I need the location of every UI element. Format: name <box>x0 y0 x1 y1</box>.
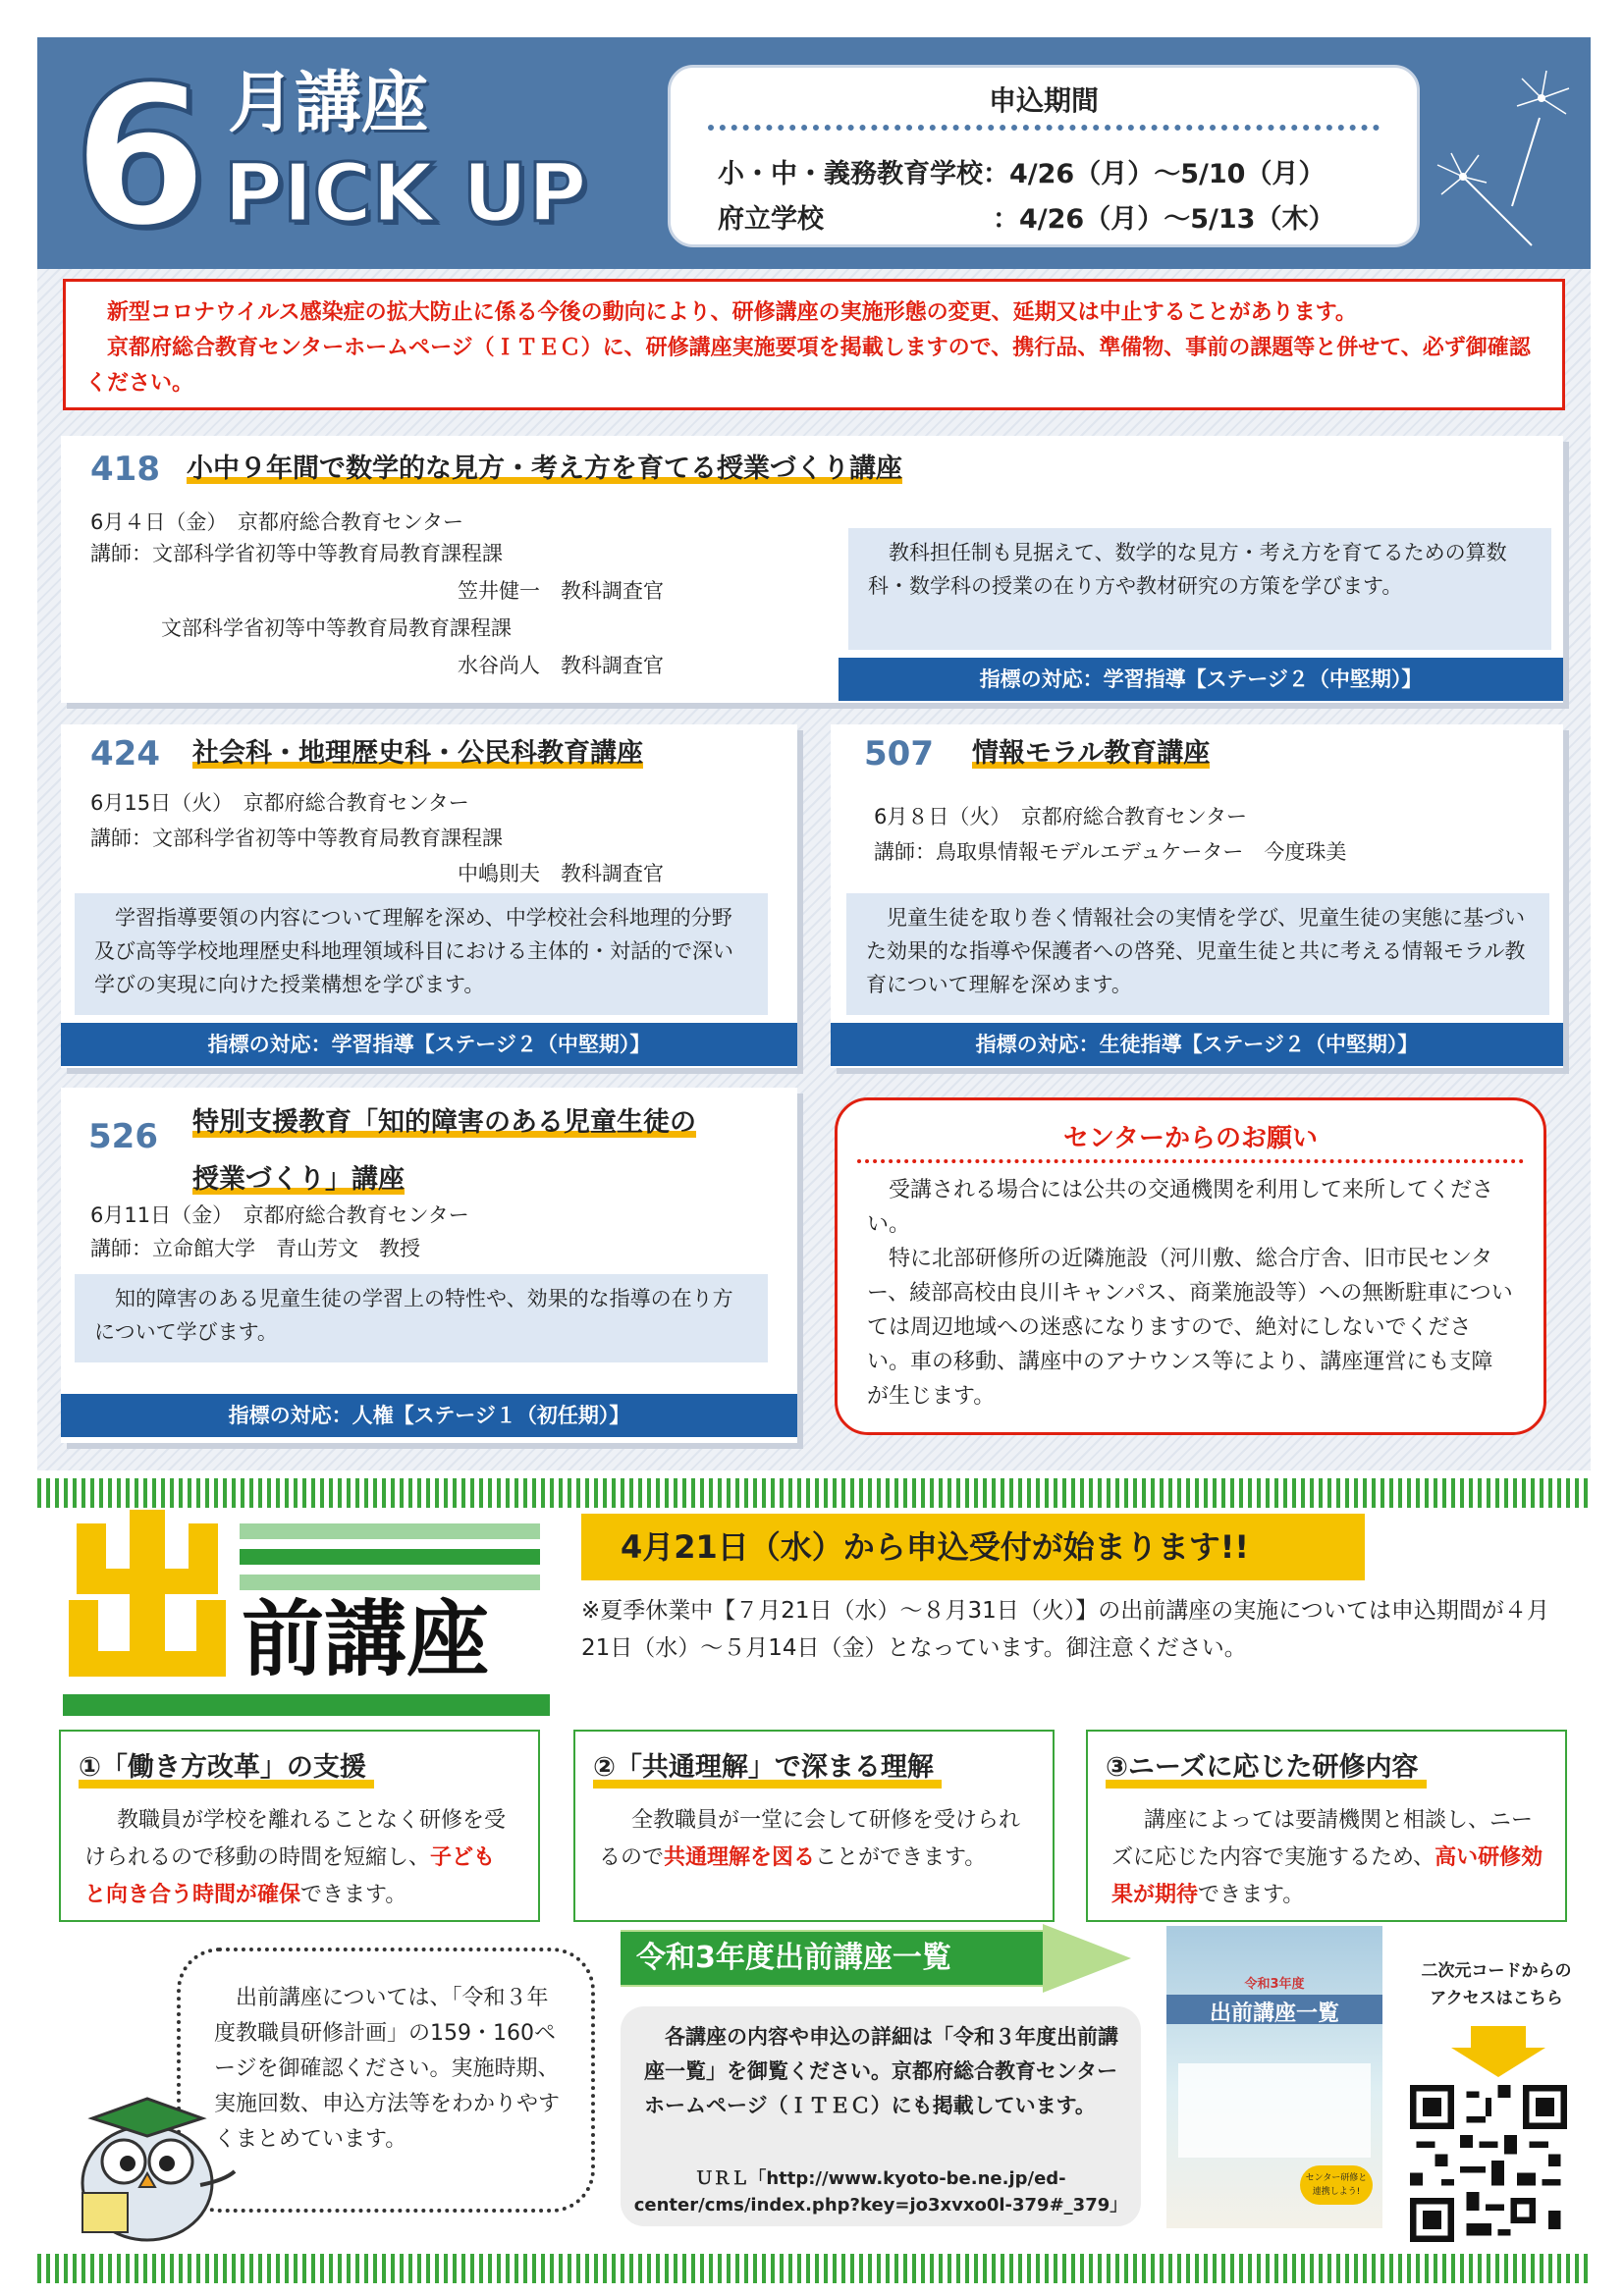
feature-text: 教職員が学校を離れることなく研修を受けられるので移動の時間を短縮し、子どもと向き合う時間が確保できます。 <box>84 1808 507 1907</box>
course-title: 情報モラル教育講座 <box>972 738 1211 769</box>
cover-thumbnail <box>1166 1926 1382 2228</box>
green-underline-bar <box>63 1694 550 1716</box>
demae-title: 前講座 <box>242 1591 490 1687</box>
list-info-text: 各講座の内容や申込の詳細は「令和３年度出前講座一覧」を御覧ください。京都府総合教育センターホームページ（ＩＴＥＣ）にも掲載しています。 <box>644 2025 1118 2117</box>
instructor-line: 中嶋則夫 教科調査官 <box>458 862 664 885</box>
application-period-box <box>668 65 1420 247</box>
period-title: 申込期間 <box>988 84 1099 117</box>
period-row: 小・中・義務教育学校：4/26（月）～5/10（月） <box>718 159 1326 189</box>
course-description: 学習指導要領の内容について理解を深め、中学校社会科地理的分野及び高等学校地理歴史科地理領域科目における主体的・対話的で深い学びの実現に向けた授業構想を学びます。 <box>75 893 768 1015</box>
instructor-line: 講師：立命館大学 青山芳文 教授 <box>90 1237 420 1260</box>
feature-title: ①「働き方改革」の支援 <box>79 1747 374 1789</box>
month-number: 6 <box>73 43 208 270</box>
instructor-line: 講師：鳥取県情報モデルエデュケーター 今度珠美 <box>874 840 1347 864</box>
indicator-bar: 指標の対応：生徒指導【ステージ２（中堅期）】 <box>831 1023 1563 1066</box>
green-stripe-footer <box>37 2254 1591 2283</box>
course-date-place: 6月８日（火） 京都府総合教育センター <box>874 805 1248 828</box>
course-date-place: 6月15日（火） 京都府総合教育センター <box>90 791 469 815</box>
course-title: 社会科・地理歴史科・公民科教育講座 <box>192 738 643 769</box>
center-request-box <box>835 1097 1546 1435</box>
start-banner: 4月21日（水）から申込受付が始まります!! <box>581 1514 1365 1580</box>
qr-code[interactable] <box>1410 2085 1567 2242</box>
instructor-line: 講師：文部科学省初等中等教育局教育課程課 <box>90 827 503 850</box>
course-title-line-1: 特別支援教育「知的障害のある児童生徒の <box>192 1107 696 1138</box>
indicator-bar: 指標の対応：学習指導【ステージ２（中堅期）】 <box>61 1023 797 1066</box>
course-title-wrap <box>187 450 902 489</box>
feature-text: 講座によっては要請機関と相談し、ニーズに応じた内容で実施するため、高い研修効果が期待できます。 <box>1111 1808 1543 1907</box>
request-title: センターからのお願い <box>1063 1124 1318 1153</box>
course-title: 小中９年間で数学的な見方・考え方を育てる授業づくり講座 <box>187 454 902 484</box>
plan-note-text: 出前講座については、「令和３年度教職員研修計画」の159・160ページを御確認ください。実施時期、実施回数、申込方法等をわかりやすくまとめています。 <box>214 1986 561 2152</box>
course-number: 424 <box>90 734 160 774</box>
course-title-wrap <box>192 734 643 774</box>
cover-text-area <box>1178 2063 1371 2158</box>
list-banner-title: 令和3年度出前講座一覧 <box>636 1941 951 1975</box>
summer-note: ※夏季休業中【７月21日（水）～８月31日（火）】の出前講座の実施については申込期間が４月21日（水）～５月14日（金）となっています。御注意ください。 <box>581 1598 1549 1661</box>
course-description: 教科担任制も見据えて、数学的な見方・考え方を育てるための算数科・数学科の授業の在り方や教材研究の方策を学びます。 <box>848 528 1551 650</box>
course-number: 526 <box>88 1117 158 1156</box>
instructor-line: 水谷尚人 教科調査官 <box>458 654 664 677</box>
period-row: 府立学校 ：4/26（月）～5/13（木） <box>718 204 1335 235</box>
course-title-wrap <box>192 1097 782 1211</box>
feature-box-3 <box>1086 1730 1567 1922</box>
instructor-line: 笠井健一 教科調査官 <box>458 579 664 603</box>
demae-big-char-block <box>69 1510 226 1677</box>
course-number: 418 <box>90 450 160 489</box>
instructor-line: 講師：文部科学省初等中等教育局教育課程課 <box>90 542 503 565</box>
feature-text: 全教職員が一堂に会して研修を受けられるので共通理解を図ることができます。 <box>599 1808 1021 1870</box>
url-text[interactable]: ＵＲＬ「http://www.kyoto-be.ne.jp/ed-center/cms/index.php?key=jo3xvxo0l-379#_379」 <box>633 2168 1128 2216</box>
cover-badge: センター研修と 連携しよう! <box>1300 2165 1373 2205</box>
green-stripe-divider <box>37 1478 1591 1508</box>
cover-title: 出前講座一覧 <box>1209 2002 1339 2026</box>
course-title-wrap <box>972 734 1210 774</box>
indicator-bar: 指標の対応：学習指導【ステージ２（中堅期）】 <box>839 658 1563 701</box>
course-description: 知的障害のある児童生徒の学習上の特性や、効果的な指導の在り方について学びます。 <box>75 1274 768 1362</box>
feature-title: ②「共通理解」で深まる理解 <box>593 1747 942 1789</box>
qr-label: 二次元コードからの アクセスはこちら <box>1421 1961 1572 2008</box>
feature-title: ③ニーズに応じた研修内容 <box>1106 1747 1427 1789</box>
course-description: 児童生徒を取り巻く情報社会の実情を学び、児童生徒の実態に基づいた効果的な指導や保護者への啓発、児童生徒と共に考える情報モラル教育について理解を深めます。 <box>846 893 1549 1015</box>
qr-arrow-icon <box>1451 2026 1545 2077</box>
dotted-divider <box>857 1159 1524 1163</box>
month-label: 月講座 <box>228 65 429 142</box>
indicator-bar: 指標の対応：人権【ステージ１（初任期）】 <box>61 1394 797 1437</box>
list-info-box <box>621 2006 1141 2226</box>
dotted-divider <box>708 125 1380 131</box>
pick-up-title: PICK UP <box>224 147 587 240</box>
feature-box-1 <box>59 1730 540 1922</box>
course-number: 507 <box>864 734 934 774</box>
course-date-place: 6月４日（金） 京都府総合教育センター <box>90 510 464 534</box>
covid-notice: 新型コロナウイルス感染症の拡大防止に係る今後の動向により、研修講座の実施形態の変更、延期又は中止することがあります。 京都府総合教育センターホームページ（ＩＴＥＣ）に、研修講座実施要項を掲載しますので、携行品、準備物、事前の課題等と併せて、必ず御確認ください。 <box>63 279 1565 410</box>
cover-small-text: 令和3年度 <box>1244 1977 1305 1992</box>
dandelion-icon <box>1424 59 1581 255</box>
feature-box-2 <box>573 1730 1055 1922</box>
owl-mascot-icon <box>53 2077 240 2244</box>
instructor-line: 文部科学省初等中等教育局教育課程課 <box>161 616 512 640</box>
course-date-place: 6月11日（金） 京都府総合教育センター <box>90 1203 469 1227</box>
request-body: 受講される場合には公共の交通機関を利用して来所してください。 特に北部研修所の近隣施設（河川敷、総合庁舎、旧市民センター、綾部高校由良川キャンパス、商業施設等）への無断駐車については周辺地域への迷惑になりますので、絶対にしないでください。車の移動、講座中のアナウンス等により、講座運営にも支障が生じます。 <box>867 1178 1513 1409</box>
course-title-line-2: 授業づくり」講座 <box>192 1164 405 1195</box>
